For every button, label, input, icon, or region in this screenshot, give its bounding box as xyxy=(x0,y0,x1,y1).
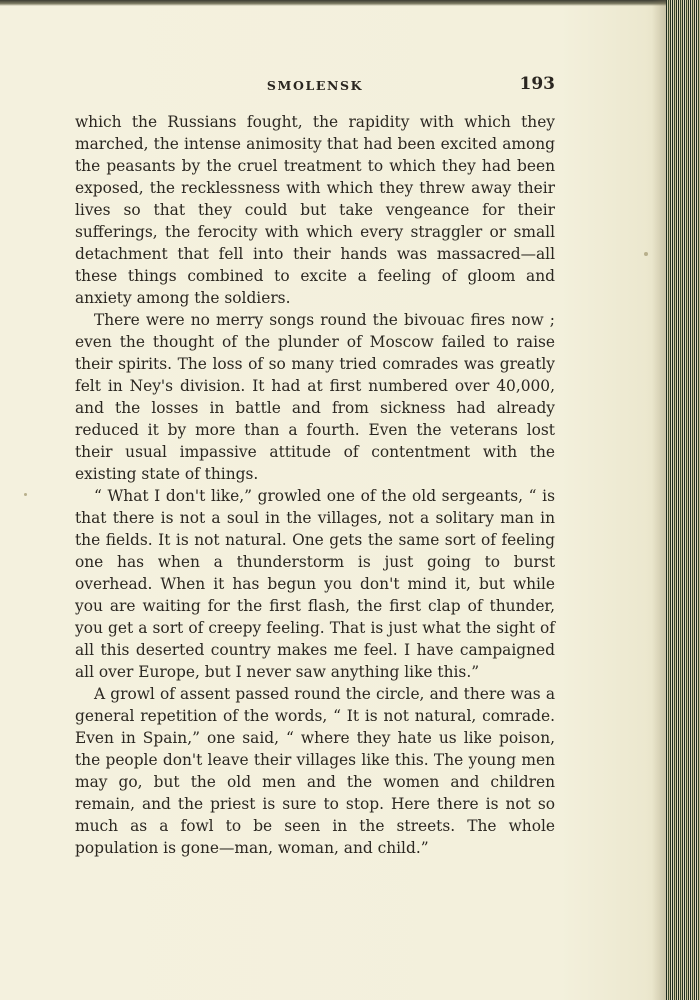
gutter-shadow xyxy=(652,0,666,1000)
paragraph-2: There were no merry songs round the bivouac fires now ; even the thought of the plunder of Moscow failed to raise their spirits. The loss of so many tried comrades was greatly felt in Ney's division. It had at first numbered over 40,000, and the losses in battle and from sickness had already reduced it by more than a fourth. Even the veterans lost their usual impassive attitude of contentment with the existing state of things. xyxy=(75,311,555,483)
book-spine-edge xyxy=(666,0,700,1000)
paragraph-4: A growl of assent passed round the circle, and there was a general repetition of the words, “ It is not natural, comrade. Even in Spain,” one said, “ where they hate us like poison, the people don't leave their villages like this. The young men may go, but the old men and the women and children remain, and the priest is sure to stop. Here there is not so much as a fowl to be seen in the streets. The whole population is gone—man, woman, and child.” xyxy=(75,685,555,857)
paragraph-1: which the Russians fought, the rapidity with which they marched, the intense animosity that had been excited among the peasants by the cruel treatment to which they had been exposed, the recklessness with which they threw away their lives so that they could but take vengeance for their sufferings, the ferocity with which every straggler or small detachment that fell into their hands was massacred—all these things combined to excite a feeling of gloom and anxiety among the soldiers. xyxy=(75,113,555,307)
page-number: 193 xyxy=(519,74,555,94)
margin-speck xyxy=(24,493,27,496)
margin-speck xyxy=(644,252,648,256)
page-header xyxy=(75,74,555,98)
paragraph-3: “ What I don't like,” growled one of the old sergeants, “ is that there is not a soul in the villages, not a solitary man in the fields. It is not natural. One gets the same sort of feeling one has when a thunderstorm is just going to burst overhead. When it has begun you don't mind it, but while you are waiting for the first flash, the first clap of thunder, you get a sort of creepy feeling. That is just what the sight of all this deserted country makes me feel. I have campaigned all over Europe, but I never saw anything like this.” xyxy=(75,487,555,681)
body-text xyxy=(75,111,555,859)
page-top-edge xyxy=(0,0,700,6)
running-title: SMOLENSK xyxy=(266,78,364,93)
